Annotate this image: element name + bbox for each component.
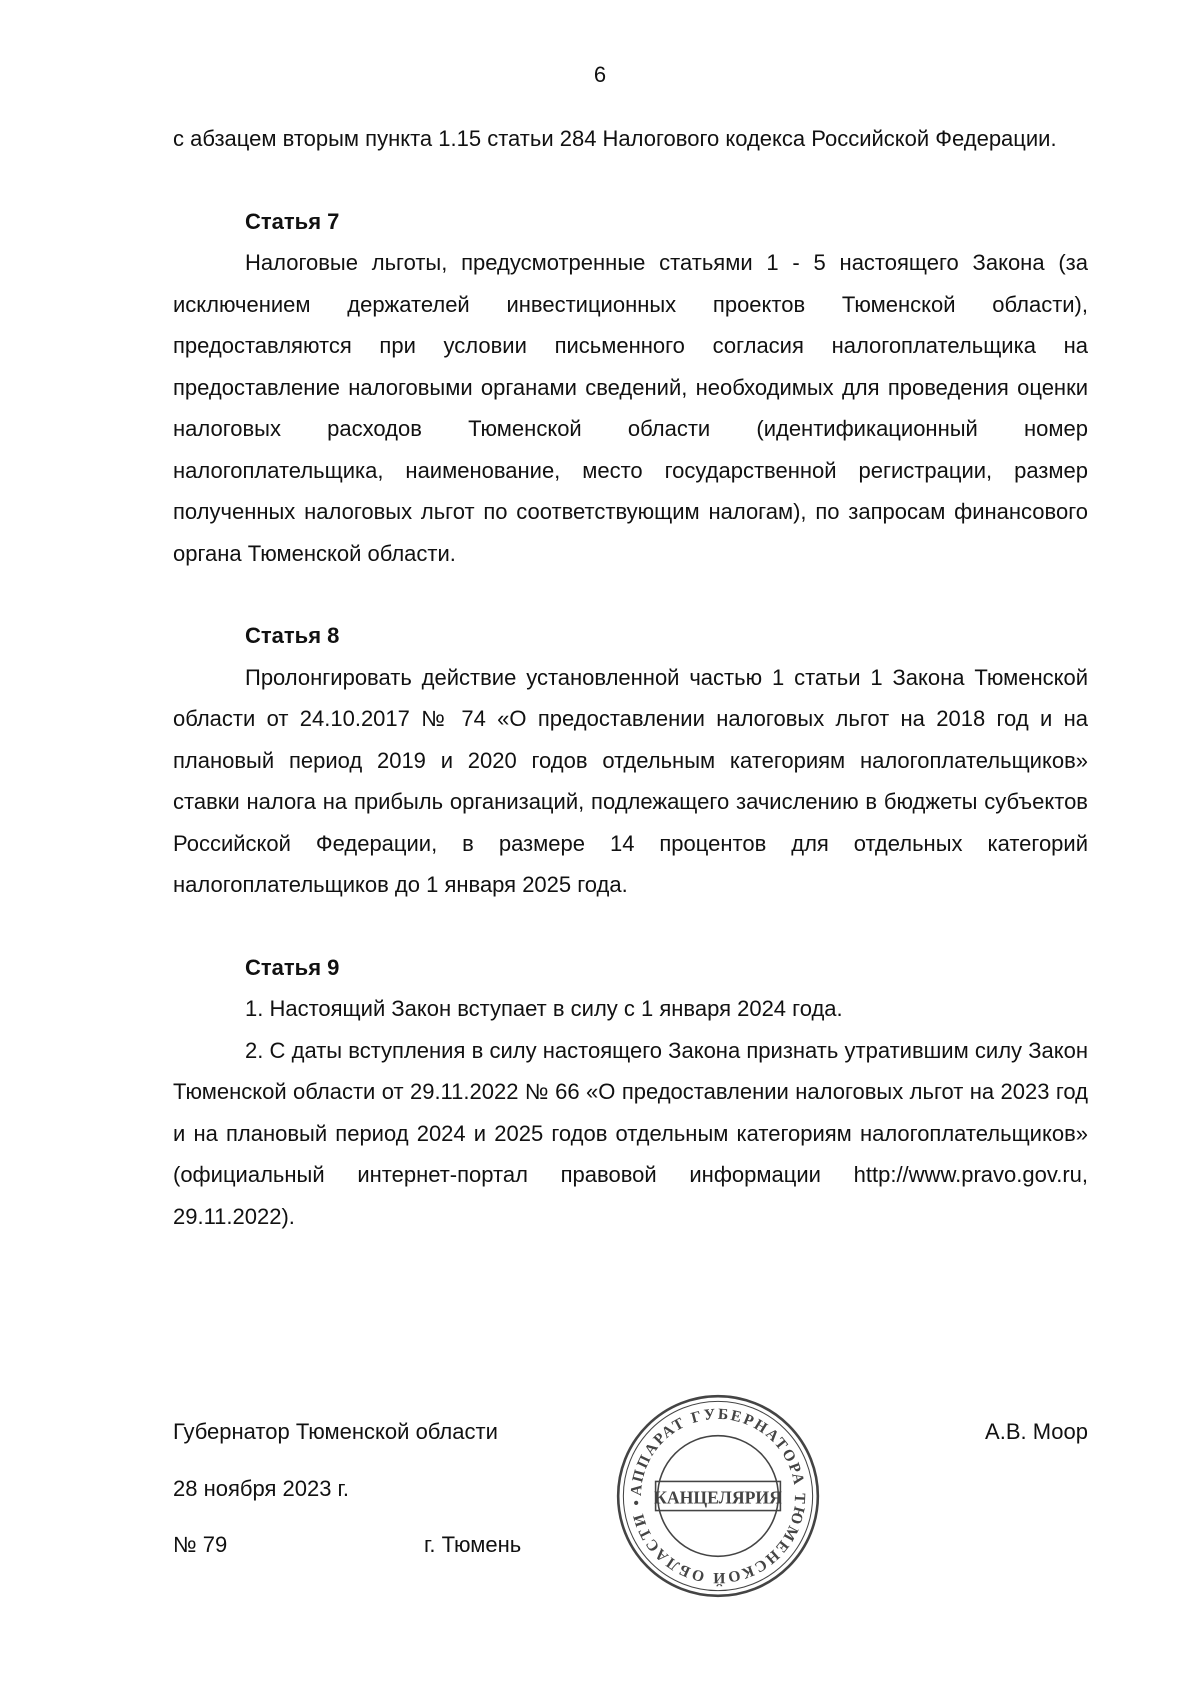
spacer xyxy=(173,906,1088,947)
article-7-paragraph: Налоговые льготы, предусмотренные статьями 1 - 5 настоящего Закона (за исключением держателей инвестиционных проектов Тюменской области), предоставляются при условии письменного согласия налогоплательщика на предоставление налоговыми органами сведений, необходимых для проведения оценки налоговых расходов Тюменской области (идентификационный номер налогоплательщика, наименование, место государственной регистрации, размер полученных налоговых льгот по соответствующим налогам), по запросам финансового органа Тюменской области. xyxy=(173,250,1088,566)
signatory-name: А.В. Моор xyxy=(985,1419,1088,1444)
intro-paragraph: с абзацем вторым пункта 1.15 статьи 284 Налогового кодекса Российской Федерации. xyxy=(173,126,1057,151)
article-9-paragraph-1: 1. Настоящий Закон вступает в силу с 1 января 2024 года. xyxy=(245,996,843,1021)
document-body xyxy=(173,118,1088,1237)
article-7-heading: Статья 7 xyxy=(245,208,340,234)
article-9-paragraph-2: 2. С даты вступления в силу настоящего Закона признать утратившим силу Закон Тюменской области от 29.11.2022 № 66 «О предоставлении налоговых льгот на 2023 год и на плановый период 2024 и 2025 годов отдельным категориям налогоплательщиков» (официальный интернет-портал правовой информации http://www.pravo.gov.ru, 29.11.2022). xyxy=(173,1037,1088,1229)
seal-ring-text: АППАРАТ ГУБЕРНАТОРА ТЮМЕНСКОЙ ОБЛАСТИ • xyxy=(627,1405,809,1586)
article-8-heading: Статья 8 xyxy=(245,623,340,648)
signing-date: 28 ноября 2023 г. xyxy=(173,1476,349,1501)
page-number: 6 xyxy=(593,62,607,87)
law-number: № 79 xyxy=(173,1532,228,1557)
signatory-position: Губернатор Тюменской области xyxy=(173,1419,498,1444)
article-8-paragraph: Пролонгировать действие установленной частью 1 статьи 1 Закона Тюменской области от 24.10.2017 № 74 «О предоставлении налоговых льгот на 2018 год и на плановый период 2019 и 2020 годов отдельным категориям налогоплательщиков» ставки налога на прибыль организаций, подлежащего зачислению в бюджеты субъектов Российской Федерации, в размере 14 процентов для отдельных категорий налогоплательщиков до 1 января 2025 года. xyxy=(173,664,1088,897)
spacer xyxy=(173,574,1088,615)
seal-center-text: КАНЦЕЛЯРИЯ xyxy=(654,1487,782,1508)
spacer xyxy=(173,160,1088,201)
office-seal xyxy=(614,1392,822,1600)
article-9-heading: Статья 9 xyxy=(245,954,340,980)
signing-city: г. Тюмень xyxy=(424,1532,522,1557)
